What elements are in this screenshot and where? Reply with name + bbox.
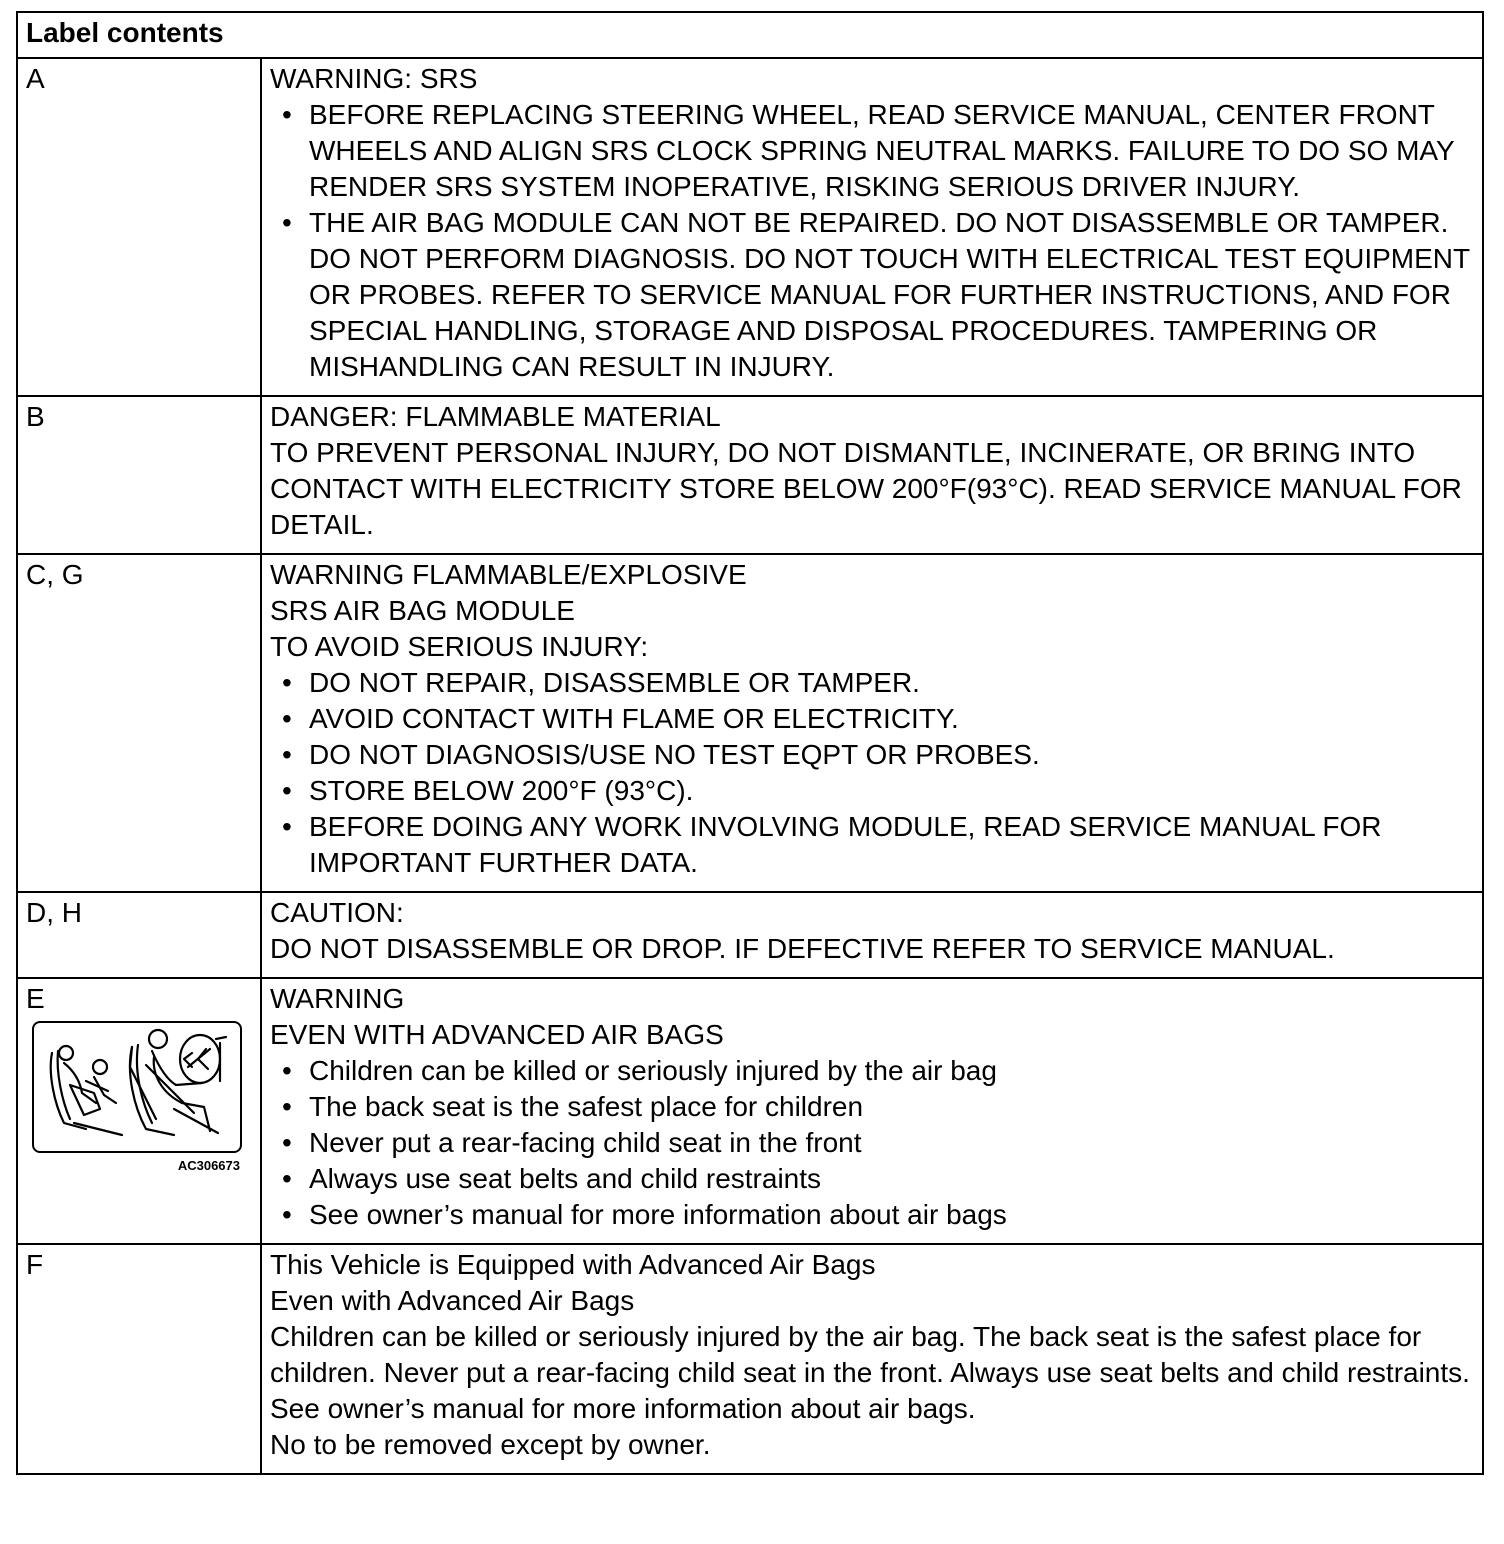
bullet-list [270,97,1474,385]
child-seat-airbag-warning-icon [32,1021,242,1153]
label-id-cell: F [17,1244,261,1474]
table-row [17,396,1483,554]
bullet-item: • DO NOT REPAIR, DISASSEMBLE OR TAMPER. [270,665,1474,701]
label-heading: This Vehicle is Equipped with Advanced Air Bags [270,1249,876,1280]
label-id-cell: B [17,396,261,554]
label-line: DO NOT DISASSEMBLE OR DROP. IF DEFECTIVE REFER TO SERVICE MANUAL. [270,933,1335,964]
label-content-cell [261,58,1483,396]
label-heading: CAUTION: [270,897,404,928]
bullet-item: • Never put a rear-facing child seat in the front [270,1125,1474,1161]
bullet-item: • BEFORE DOING ANY WORK INVOLVING MODULE, READ SERVICE MANUAL FOR IMPORTANT FURTHER DATA. [270,809,1474,881]
bullet-item: • See owner’s manual for more information about air bags [270,1197,1474,1233]
bullet-item: • DO NOT DIAGNOSIS/USE NO TEST EQPT OR PROBES. [270,737,1474,773]
label-content-cell [261,978,1483,1244]
label-contents-table [16,11,1484,1475]
bullet-item: • The back seat is the safest place for children [270,1089,1474,1125]
label-line: Even with Advanced Air Bags [270,1285,635,1316]
bullet-item: • STORE BELOW 200°F (93°C). [270,773,1474,809]
bullet-item: • AVOID CONTACT WITH FLAME OR ELECTRICITY. [270,701,1474,737]
label-contents-document [16,11,1482,1475]
bullet-list [270,1053,1474,1233]
label-line: TO AVOID SERIOUS INJURY: [270,631,649,662]
table-row [17,978,1483,1244]
label-heading: WARNING: SRS [270,63,478,94]
table-row [17,58,1483,396]
table-row [17,554,1483,892]
label-content-cell [261,892,1483,978]
label-id-cell [17,978,261,1244]
bullet-item: • Always use seat belts and child restraints [270,1161,1474,1197]
label-content-cell [261,1244,1483,1474]
table-header-row [17,12,1483,58]
label-id-cell: D, H [17,892,261,978]
label-content-cell [261,554,1483,892]
label-id-cell: C, G [17,554,261,892]
label-paragraph: Children can be killed or seriously injured by the air bag. The back seat is the safest place for children. Never put a rear-facing child seat in the front. Always use seat belts and child restraints. [270,1321,1470,1388]
bullet-item: • Children can be killed or seriously injured by the air bag [270,1053,1474,1089]
table-row [17,1244,1483,1474]
label-heading: DANGER: FLAMMABLE MATERIAL [270,401,721,432]
bullet-list [270,665,1474,881]
pictogram-figure [26,1021,244,1175]
label-paragraph: TO PREVENT PERSONAL INJURY, DO NOT DISMANTLE, INCINERATE, OR BRING INTO CONTACT WITH ELECTRICITY STORE BELOW 200°F(93°C). READ SERVICE MANUAL FOR DETAIL. [270,437,1462,540]
label-line: SRS AIR BAG MODULE [270,595,575,626]
label-heading: WARNING [270,983,405,1014]
bullet-item: • THE AIR BAG MODULE CAN NOT BE REPAIRED. DO NOT DISASSEMBLE OR TAMPER. DO NOT PERFORM DIAGNOSIS. DO NOT TOUCH WITH ELECTRICAL TEST EQUIPMENT OR PROBES. REFER TO SERVICE MANUAL FOR FURTHER INSTRUCTIONS, AND FOR SPECIAL HANDLING, STORAGE AND DISPOSAL PROCEDURES. TAMPERING OR MISHANDLING CAN RESULT IN INJURY. [270,205,1474,385]
table-row [17,892,1483,978]
label-heading: WARNING FLAMMABLE/EXPLOSIVE [270,559,747,590]
label-id: E [26,983,45,1014]
label-id-cell: A [17,58,261,396]
label-line: EVEN WITH ADVANCED AIR BAGS [270,1019,724,1050]
label-line: See owner’s manual for more information about air bags. [270,1393,976,1424]
figure-id: AC306673 [177,1158,240,1173]
table-header: Label contents [17,12,1483,58]
bullet-item: • BEFORE REPLACING STEERING WHEEL, READ SERVICE MANUAL, CENTER FRONT WHEELS AND ALIGN SRS CLOCK SPRING NEUTRAL MARKS. FAILURE TO DO SO MAY RENDER SRS SYSTEM INOPERATIVE, RISKING SERIOUS DRIVER INJURY. [270,97,1474,205]
label-content-cell [261,396,1483,554]
label-line: No to be removed except by owner. [270,1429,711,1460]
